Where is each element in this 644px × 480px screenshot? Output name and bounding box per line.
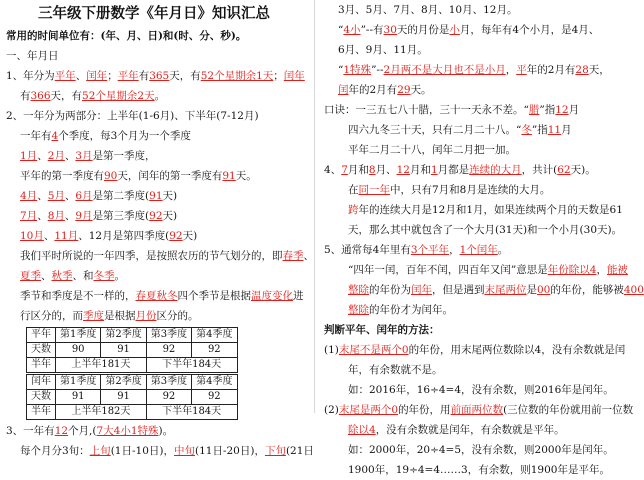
table-cell: 第4季度 [192, 375, 237, 390]
answer-blank: 春夏秋冬 [135, 290, 178, 302]
answer-blank: 7大4小1特殊 [96, 425, 159, 437]
text: 。 [114, 270, 125, 282]
table-cell: 第3季度 [146, 375, 191, 390]
quarter-1-days-line [6, 166, 302, 186]
text: 是 [526, 284, 537, 296]
quarter-4-line [6, 226, 302, 246]
text: ，没有余数就是闰年，有余数就是平年。 [375, 424, 565, 436]
text: 的年份为 [369, 284, 411, 296]
text: ”指 [539, 104, 556, 116]
answer-blank: 末尾两位 [484, 284, 527, 296]
answer-blank: 00 [537, 284, 551, 296]
text: 是第二季度( [92, 190, 150, 202]
answer-blank: 整除 [348, 304, 369, 316]
answer-blank: 2月两不是大月也不是小月 [383, 64, 506, 76]
text: 天的月份是 [396, 24, 450, 36]
table-row [27, 328, 238, 343]
text: ， [596, 264, 607, 276]
answer-blank: 8月 [47, 210, 65, 222]
answer-blank: 温度变化 [251, 290, 293, 302]
units-heading: 常用的时间单位有：(年、月、日)和(时、分、秒)。 [6, 30, 247, 42]
table-cell: 下半年184天 [146, 405, 237, 420]
text: 、 [64, 210, 76, 222]
quarter-2-line [6, 186, 302, 206]
text: “ [338, 24, 344, 36]
text: 3、一年有 [6, 425, 55, 437]
text: (11日-20日)， [194, 445, 265, 457]
table-cell: 92 [146, 390, 191, 405]
text: ； [107, 70, 118, 82]
answer-blank: 同一年 [358, 184, 390, 196]
text: 是根据 [104, 310, 136, 322]
answer-blank: 3个平年 [410, 244, 450, 256]
answer-blank: 冬 [521, 124, 532, 136]
text: “四年一闰，百年不闰，四百年又闰”意思是 [348, 264, 548, 276]
text: 、 [37, 190, 48, 202]
text: 、12月是第四季度( [78, 230, 170, 242]
text: 1、年分为 [6, 70, 55, 82]
item-4-line-4: 天，那么其中就包含了一个大月(31天)和一个小月(30天)。 [348, 224, 623, 236]
table-cell: 91 [56, 390, 101, 405]
answer-blank: 跨 [348, 204, 359, 216]
table-cell: 92 [192, 390, 237, 405]
answer-blank: 闰年 [283, 70, 305, 82]
answer-blank: 8 [368, 164, 376, 176]
text: 在 [348, 184, 359, 196]
mnemonic-line-2 [324, 120, 630, 140]
season-vs-quarter-line-2 [6, 306, 302, 326]
answer-blank: 365 [149, 70, 170, 82]
text: 的年份才为闰年。 [369, 304, 453, 316]
answer-blank: 7月 [20, 210, 38, 222]
table-cell: 闰年 [27, 375, 56, 390]
text: 、和 [72, 270, 94, 282]
text: 有 [138, 70, 150, 82]
answer-blank: 90 [104, 170, 118, 182]
text: ； [273, 70, 284, 82]
table-cell: 90 [56, 343, 101, 358]
text: 有 [20, 90, 31, 102]
text: 年的2月有 [526, 64, 576, 76]
leap-year-table [26, 374, 238, 420]
text: 个季度，每3个月为一个季度 [58, 130, 191, 142]
text: 的年份，用 [398, 404, 451, 416]
text: 月和 [347, 164, 369, 176]
answer-blank: 366 [30, 90, 51, 102]
answer-blank: 28 [575, 64, 589, 76]
answer-blank: 9月 [75, 210, 93, 222]
text: ， [505, 64, 517, 76]
judge-heading: 判断平年、闰年的方法： [324, 324, 440, 336]
answer-blank: 12 [54, 425, 69, 437]
answer-blank: 12 [396, 164, 410, 176]
table-cell: 半年 [27, 405, 56, 420]
table-cell: 上半年182天 [56, 405, 147, 420]
quarter-1-line [6, 146, 302, 166]
answer-blank: 闰 [338, 84, 349, 96]
text: 天， [588, 64, 610, 76]
text: ”--有 [360, 24, 384, 36]
text: 天) [162, 190, 178, 202]
text: 天。 [235, 170, 257, 182]
item-3-line-1 [6, 421, 302, 441]
table-cell: 第1季度 [56, 375, 101, 390]
page-title: 三年级下册数学《年月日》知识汇总 [38, 5, 270, 22]
text: (21日 [285, 445, 314, 457]
mnemonic-line-1 [324, 100, 630, 120]
method-1-example: 如：2016年，16÷4=4，没有余数，则2016年是闰年。 [348, 384, 614, 396]
text: 、 [64, 190, 76, 202]
answer-blank: 1特殊 [343, 64, 372, 76]
text: 区分的。 [156, 310, 199, 322]
item-1-line-1 [6, 66, 305, 86]
answer-blank: 6月 [75, 190, 93, 202]
text: 进 [293, 290, 304, 302]
left-column [6, 0, 314, 461]
special-month-line [324, 60, 630, 80]
text: (1) [324, 344, 339, 356]
answer-blank: 52个星期余1天 [200, 70, 274, 82]
method-2-line-1 [324, 400, 634, 420]
answer-blank: 前面两位数 [450, 404, 504, 416]
answer-blank: 腊 [528, 104, 540, 116]
text: 天) [182, 230, 198, 242]
table-cell: 下半年184天 [146, 358, 237, 373]
text: ”指 [531, 124, 548, 136]
text: 、 [43, 230, 55, 242]
table-cell: 上半年181天 [56, 358, 147, 373]
text: (1日-10日)， [110, 445, 174, 457]
mnemonic-line-3: 平年二月二十八，闰年二月把一加。 [348, 144, 516, 156]
text: 口诀：一三五七八十腊，三十一天永不差。“ [324, 104, 529, 116]
text: 中，只有7月和8月是连续的大月。 [390, 184, 551, 196]
text: 天。 [410, 84, 432, 96]
right-column [324, 0, 644, 480]
answer-blank: 92 [169, 230, 183, 242]
text: 天)。 [570, 164, 596, 176]
method-2-example-2: 1900年，19÷4=4……3，有余数，则1900年是平年。 [348, 464, 610, 476]
text: 、 [41, 270, 52, 282]
answer-blank: 整除 [348, 284, 369, 296]
table-row [27, 343, 238, 358]
text: 天，有 [50, 90, 83, 102]
seasons-line-2 [6, 266, 302, 286]
answer-blank: 夏季 [20, 270, 41, 282]
item-2-line-2 [6, 126, 302, 146]
table-cell: 半年 [27, 358, 56, 373]
answer-blank: 52个星期余2天 [82, 90, 155, 102]
text: ， [449, 244, 460, 256]
text: 月，每年有4个小月，是4月、 [459, 24, 600, 36]
answer-blank: 92 [149, 210, 163, 222]
table-row [27, 390, 238, 405]
answer-blank: 4小 [343, 24, 361, 36]
big-months-line: 3月、5月、7月、8月、10月、12月。 [338, 4, 518, 16]
table-row [27, 405, 238, 420]
text: 的年份，能够被 [550, 284, 624, 296]
text: 年的2月有 [348, 84, 398, 96]
text: ”-- [371, 64, 384, 76]
answer-blank: 1月 [20, 150, 38, 162]
text: 天，闰年的第一季度有 [117, 170, 223, 182]
answer-blank: 连续的大月 [469, 164, 522, 176]
text: 、 [303, 250, 314, 262]
section-heading: 一、年月日 [6, 50, 59, 62]
item-4-line-2 [324, 180, 630, 200]
method-1-line-2: 年，有余数就不是。 [348, 364, 443, 376]
table-cell: 第2季度 [101, 328, 146, 343]
text: 、 [37, 210, 48, 222]
table-cell: 平年 [27, 328, 56, 343]
text: 是第一季度， [92, 150, 156, 162]
text: 天，有 [169, 70, 201, 82]
answer-blank: 小 [449, 24, 460, 36]
quarter-3-line [6, 206, 302, 226]
text: 月都是 [437, 164, 470, 176]
text: 四个季节是根据 [177, 290, 251, 302]
answer-blank: 91 [149, 190, 163, 202]
text: 天) [162, 210, 178, 222]
answer-blank: 冬季 [93, 270, 115, 282]
item-2-line-1: 2、一年分为两部分：上半年(1-6月)、下半年(7-12月) [6, 110, 259, 122]
season-vs-quarter-line [6, 286, 302, 306]
text: 、 [37, 150, 48, 162]
answer-blank: 平年 [54, 70, 76, 82]
answer-blank: 29 [397, 84, 411, 96]
text: 季节和季度是不一样的， [20, 290, 136, 302]
answer-blank: 上旬 [89, 445, 111, 457]
answer-blank: 5月 [47, 190, 65, 202]
text: 。 [154, 90, 166, 102]
common-year-table [26, 327, 238, 373]
text: 月、 [375, 164, 397, 176]
table-row [27, 375, 238, 390]
answer-blank: 400 [623, 284, 644, 296]
item-4-line-3 [324, 200, 630, 220]
text: 、 [75, 70, 87, 82]
text: 一年有 [20, 130, 52, 142]
answer-blank: 7 [341, 164, 348, 176]
text: (三位数的年份就用前一位数 [503, 404, 634, 416]
table-cell: 92 [192, 343, 237, 358]
answer-blank: 闰年 [86, 70, 108, 82]
text: 我们平时所说的一年四季，是按照农历的节气划分的，即 [20, 250, 283, 262]
answer-blank: 秋季 [51, 270, 73, 282]
answer-blank: 能被 [606, 264, 628, 276]
text: (2) [324, 404, 339, 416]
leap-rule-line-1 [324, 260, 630, 280]
answer-blank: 季度 [83, 310, 104, 322]
answer-blank: 末尾不是两个0 [338, 344, 409, 356]
table-cell: 91 [101, 343, 146, 358]
text: 月 [568, 104, 580, 116]
leap-rule-line-3 [324, 300, 630, 320]
table-cell: 天数 [27, 390, 56, 405]
text: 平年的第一季度有 [20, 170, 104, 182]
text: 。 [497, 244, 509, 256]
answer-blank: 月份 [135, 310, 157, 322]
text: 四六九冬三十天，只有二月二十八。“ [348, 124, 522, 136]
answer-blank: 11月 [54, 230, 79, 242]
table-row [27, 358, 238, 373]
table-cell: 天数 [27, 343, 56, 358]
answer-blank: 1个闰年 [459, 244, 498, 256]
text: 行区分的，而 [20, 310, 83, 322]
answer-blank: 30 [383, 24, 397, 36]
text: 个月,( [68, 425, 97, 437]
answer-blank: 平年 [117, 70, 139, 82]
answer-blank: 4 [51, 130, 59, 142]
special-month-line-2 [324, 80, 630, 100]
table-cell: 第2季度 [101, 375, 146, 390]
answer-blank: 闰年 [411, 284, 432, 296]
answer-blank: 2月 [47, 150, 65, 162]
item-1-line-2 [6, 86, 302, 106]
text: 5、通常每4年里有 [324, 244, 411, 256]
answer-blank: 11 [547, 124, 562, 136]
text: 年的连续大月是12月和1月，如果连续两个月的天数是61 [358, 204, 623, 216]
answer-blank: 末尾是两个0 [338, 404, 399, 416]
answer-blank: 除以4 [348, 424, 376, 436]
answer-blank: 下旬 [264, 445, 286, 457]
text: ，共计( [521, 164, 558, 176]
answer-blank: 10月 [20, 230, 44, 242]
leap-rule-line-2 [324, 280, 644, 300]
table-cell: 第4季度 [192, 328, 237, 343]
answer-blank: 中旬 [173, 445, 195, 457]
small-months-line [324, 20, 630, 40]
text: 月和 [409, 164, 431, 176]
answer-blank: 4月 [20, 190, 38, 202]
text: 是第三季度( [92, 210, 150, 222]
table-cell: 第3季度 [146, 328, 191, 343]
answer-blank: 12 [555, 104, 569, 116]
text: 月 [561, 124, 572, 136]
method-1-line-1 [324, 340, 630, 360]
text: ，但是遇到 [432, 284, 485, 296]
seasons-line [6, 246, 314, 266]
text: 、 [64, 150, 76, 162]
text: “ [338, 64, 344, 76]
column-divider [314, 0, 315, 413]
text: 4、 [324, 164, 342, 176]
answer-blank: 3月 [75, 150, 93, 162]
item-4-line-1 [324, 160, 630, 180]
answer-blank: 平 [516, 64, 527, 76]
table-cell: 92 [146, 343, 191, 358]
method-2-line-2 [324, 420, 630, 440]
method-2-example-1: 如：2000年，20÷4=5，没有余数，则2000年是闰年。 [348, 444, 614, 456]
text: 的年份，用末尾两位数除以4，没有余数就是闰 [408, 344, 626, 356]
item-3-line-2 [6, 441, 314, 461]
answer-blank: 年份除以4 [547, 264, 597, 276]
item-5-line-1 [324, 240, 630, 260]
text: 每个月分3旬： [20, 445, 90, 457]
small-months-line-2: 6月、9月、11月。 [338, 44, 428, 56]
text: )。 [158, 425, 174, 437]
table-cell: 91 [101, 390, 146, 405]
answer-blank: 春季 [282, 250, 304, 262]
answer-blank: 62 [557, 164, 571, 176]
table-cell: 第1季度 [56, 328, 101, 343]
answer-blank: 91 [222, 170, 236, 182]
answer-blank: 1 [430, 164, 438, 176]
